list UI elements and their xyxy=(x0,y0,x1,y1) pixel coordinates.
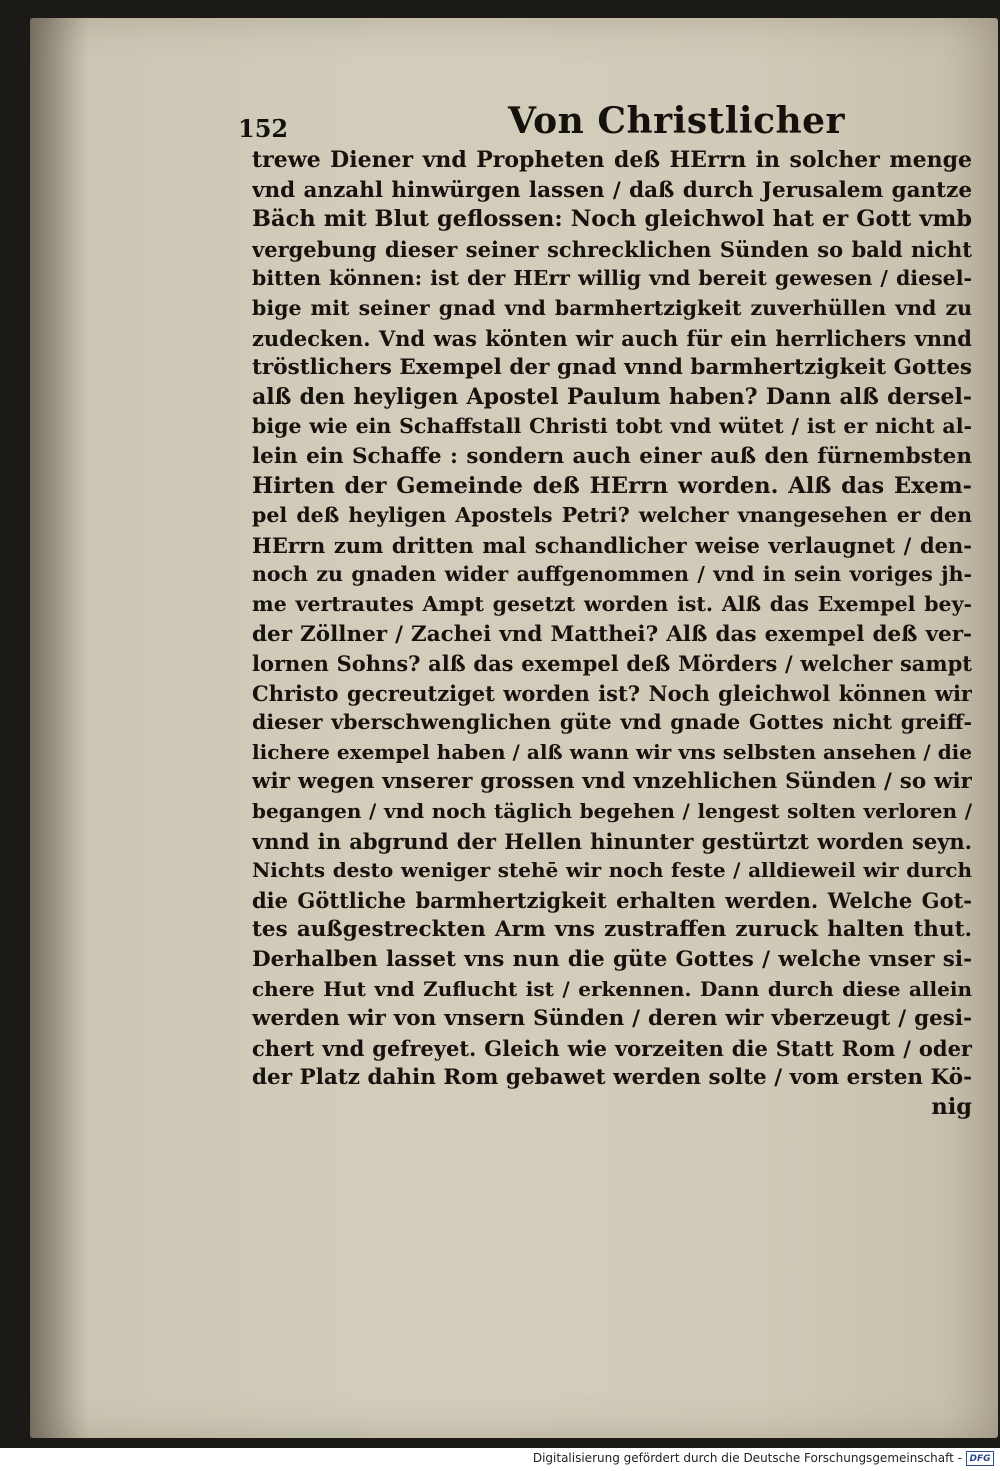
text-line: pel deß heyligen Apostels Petri? welcher vnangesehen er den xyxy=(252,503,972,528)
text-line: Hirten der Gemeinde deß HErrn worden. Alß das Exem- xyxy=(252,472,972,499)
text-line: Nichts desto weniger stehē wir noch feste / alldieweil wir durch xyxy=(252,858,972,883)
page-number: 152 xyxy=(238,114,289,143)
text-line: trewe Diener vnd Propheten deß HErrn in solcher menge xyxy=(252,147,972,173)
text-line: lein ein Schaffe : sondern auch einer auß den fürnembsten xyxy=(252,443,972,469)
text-line: der Zöllner / Zachei vnd Matthei? Alß das exempel deß ver- xyxy=(252,621,972,647)
body-text xyxy=(252,146,972,1123)
text-line: begangen / vnd noch täglich begehen / lengest solten verloren / xyxy=(252,799,972,824)
text-line: tröstlichers Exempel der gnad vnnd barmhertzigkeit Gottes xyxy=(252,355,972,381)
text-line: lornen Sohns? alß das exempel deß Mörders / welcher sampt xyxy=(252,651,972,677)
text-line: vnnd in abgrund der Hellen hinunter gestürtzt worden seyn. xyxy=(252,828,972,854)
text-line: chere Hut vnd Zuflucht ist / erkennen. Dann durch diese allein xyxy=(252,976,972,1001)
text-line: tes außgestreckten Arm vns zustraffen zuruck halten thut. xyxy=(252,917,972,943)
text-line: nig xyxy=(931,1094,972,1120)
text-line: wir wegen vnserer grossen vnd vnzehlichen Sünden / so wir xyxy=(252,769,972,795)
text-line: me vertrautes Ampt gesetzt worden ist. Alß das Exempel bey- xyxy=(252,591,972,616)
text-line: Christo gecreutziget worden ist? Noch gleichwol können wir xyxy=(252,680,972,706)
text-line: Derhalben lasset vns nun die güte Gottes / welche vnser si- xyxy=(252,947,972,973)
dfg-logo-icon: DFG xyxy=(966,1451,994,1466)
page-header xyxy=(238,100,978,148)
text-line: bige mit seiner gnad vnd barmhertzigkeit zuverhüllen vnd zu xyxy=(252,295,972,320)
binding-gutter xyxy=(30,18,90,1438)
digitization-footer xyxy=(0,1448,1000,1471)
text-line: bitten können: ist der HErr willig vnd bereit gewesen / diesel- xyxy=(252,266,972,291)
text-line: die Göttliche barmhertzigkeit erhalten werden. Welche Got- xyxy=(252,887,972,913)
text-line: werden wir von vnsern Sünden / deren wir vberzeugt / gesi- xyxy=(252,1006,972,1032)
text-line: HErrn zum dritten mal schandlicher weise verlaugnet / den- xyxy=(252,532,972,558)
text-line: bige wie ein Schaffstall Christi tobt vnd wütet / ist er nicht al- xyxy=(252,414,972,439)
running-head: Von Christlicher xyxy=(508,100,846,142)
text-line: der Platz dahin Rom gebawet werden solte / vom ersten Kö- xyxy=(252,1065,972,1091)
text-line: vnd anzahl hinwürgen lassen / daß durch Jerusalem gantze xyxy=(252,177,972,203)
funding-credit: Digitalisierung gefördert durch die Deutsche Forschungsgemeinschaft - xyxy=(532,1451,962,1465)
text-line: zudecken. Vnd was könten wir auch für ein herrlichers vnnd xyxy=(252,325,972,351)
text-line: lichere exempel haben / alß wann wir vns selbsten ansehen / die xyxy=(252,739,972,764)
text-line: vergebung dieser seiner schrecklichen Sünden so bald nicht xyxy=(252,236,972,262)
text-line: dieser vberschwenglichen güte vnd gnade Gottes nicht greiff- xyxy=(252,710,972,735)
text-line: alß den heyligen Apostel Paulum haben? Dann alß dersel- xyxy=(252,383,972,410)
text-line: Bäch mit Blut geflossen: Noch gleichwol hat er Gott vmb xyxy=(252,206,972,233)
text-line: chert vnd gefreyet. Gleich wie vorzeiten die Statt Rom / oder xyxy=(252,1035,972,1061)
text-line: noch zu gnaden wider auffgenommen / vnd in sein voriges jh- xyxy=(252,562,972,587)
